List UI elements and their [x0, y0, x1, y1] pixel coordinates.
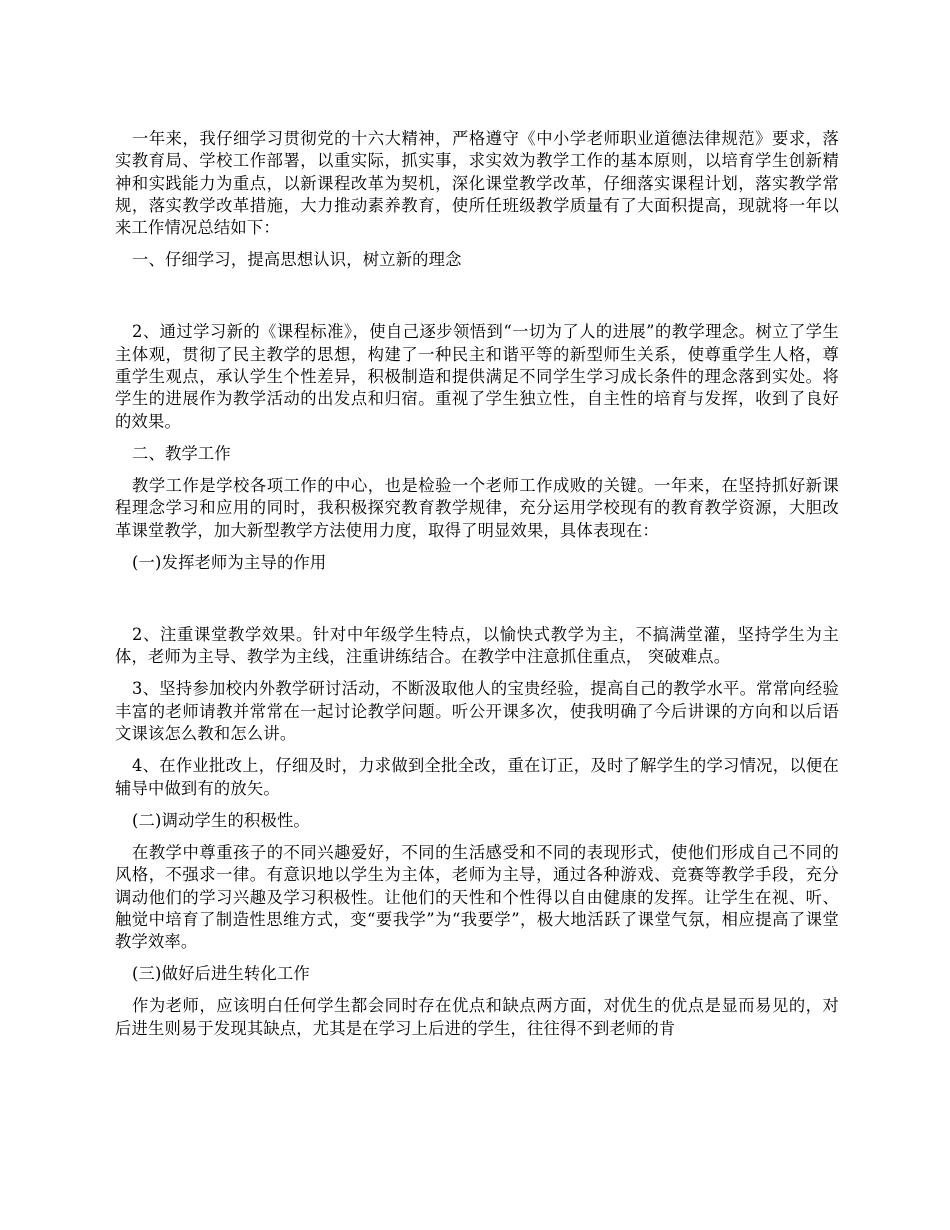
- paragraph-student-interests: 在教学中尊重孩子的不同兴趣爱好，不同的生活感受和不同的表现形式，使他们形成自己不同的风格，不强求一律。有意识地以学生为主体，老师为主导，通过各种游戏、竞赛等教学手段，充分调动他们的学习兴趣及学习积极性。让他们的天性和个性得以自由健康的发挥。让学生在视、听、触觉中培育了制造性思维方式，变“要我学”为“我要学”，极大地活跃了课堂气氛，相应提高了课堂教学效率。: [115, 842, 839, 952]
- subheading-teacher-role: (一)发挥老师为主导的作用: [132, 552, 327, 572]
- paragraph-research-activities: 3、坚持参加校内外教学研讨活动，不断汲取他人的宝贵经验，提高自己的教学水平。常常向经验丰富的老师请教并常常在一起讨论教学问题。听公开课多次，使我明确了今后讲课的方向和以后语文课该怎么教和怎么讲。: [115, 679, 839, 744]
- paragraph-teaching-work: 教学工作是学校各项工作的中心，也是检验一个老师工作成败的关键。一年来，在坚持抓好新课程理念学习和应用的同时，我积极探究教育教学规律，充分运用学校现有的教育教学资源，大胆改革课堂教学，加大新型教学方法使用力度，取得了明显效果，具体表现在：: [115, 475, 839, 540]
- intro-paragraph: 一年来，我仔细学习贯彻党的十六大精神，严格遵守《中小学老师职业道德法律规范》要求，落实教育局、学校工作部署，以重实际，抓实事，求实效为教学工作的基本原则，以培育学生创新精神和实践能力为重点，以新课程改革为契机，深化课堂教学改革，仔细落实课程计划，落实教学常规，落实教学改革措施，大力推动素养教育，使所任班级教学质量有了大面积提高，现就将一年以来工作情况总结如下：: [115, 129, 839, 238]
- paragraph-classroom-effect: 2、注重课堂教学效果。针对中年级学生特点，以愉快式教学为主，不搞满堂灌，坚持学生为主体，老师为主导、教学为主线，注重讲练结合。在教学中注意抓住重点， 突破难点。: [115, 624, 839, 667]
- paragraph-homework-correction: 4、在作业批改上，仔细及时，力求做到全批全改，重在订正，及时了解学生的学习情况，以便在辅导中做到有的放矢。: [115, 756, 839, 798]
- document-body: [115, 128, 839, 1040]
- paragraph-teacher-view: 作为老师，应该明白任何学生都会同时存在优点和缺点两方面，对优生的优点是显而易见的，对后进生则易于发现其缺点，尤其是在学习上后进的学生，往往得不到老师的肯: [115, 996, 839, 1038]
- paragraph-curriculum-standard: 2、通过学习新的《课程标准》，使自己逐步领悟到“一切为了人的进展”的教学理念。树立了学生主体观，贯彻了民主教学的思想，构建了一种民主和谐平等的新型师生关系，使尊重学生人格，尊重学生观点，承认学生个性差异，积极制造和提供满足不同学生学习成长条件的理念落到实处。将学生的进展作为教学活动的出发点和归宿。重视了学生独立性，自主性的培育与发挥，收到了良好的效果。: [115, 322, 839, 431]
- subheading-underachievers: (三)做好后进生转化工作: [132, 964, 310, 984]
- section-heading-1: 一、仔细学习，提高思想认识，树立新的理念: [132, 250, 462, 270]
- section-heading-2: 二、教学工作: [132, 443, 231, 463]
- subheading-student-motivation: (二)调动学生的积极性。: [132, 810, 310, 830]
